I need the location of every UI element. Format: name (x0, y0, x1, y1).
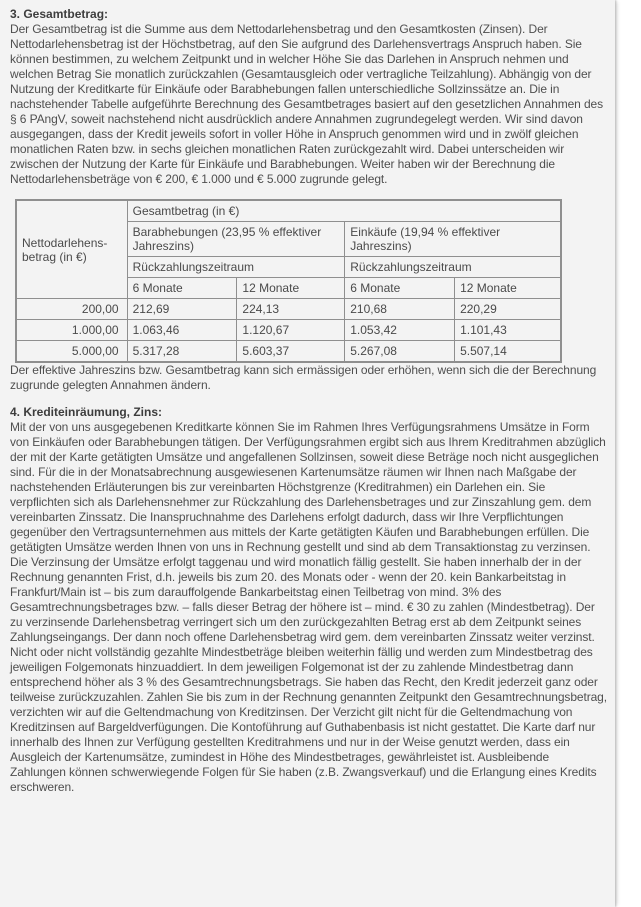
value-cell: 212,69 (127, 299, 237, 320)
cash-12-months-header: 12 Monate (237, 278, 345, 299)
value-cell: 210,68 (345, 299, 455, 320)
section-krediteinraeumung (10, 406, 608, 795)
value-cell: 1.063,46 (127, 320, 237, 341)
value-cell: 5.267,08 (345, 341, 455, 363)
total-header-cell: Gesamtbetrag (in €) (127, 200, 561, 222)
value-cell: 1.101,43 (455, 320, 561, 341)
value-cell: 1.053,42 (345, 320, 455, 341)
document-content (10, 8, 608, 795)
cash-withdrawal-header: Barabhebungen (23,95 % effektiver Jahreszins) (127, 222, 345, 257)
purchase-period-header: Rückzahlungszeitraum (345, 257, 561, 278)
table-row (16, 320, 561, 341)
section-4-text: Mit der von uns ausgegebenen Kreditkarte können Sie im Rahmen Ihres Verfügungsrahmens Umsätze in Form von Einkäufen oder Barabhebungen tätigen. Der Verfügungsrahmen ergibt sich aus Ihrem Kreditrahmen abzüglich der mit der Karte getätigten Umsätze und angefallenen Sollzinsen, soweit diese Beträge noch nicht ausgeglichen sind. Für die in der Monatsabrechnung ausgewiesenen Kartenumsätze räumen wir Ihnen nach Maßgabe der nachstehenden Erläuterungen bis zur vereinbarten Höchstgrenze (Kreditrahmen) ein Darlehen ein. Sie verpflichten sich als Darlehensnehmer zur Rückzahlung des Darlehensbetrages und zur Zinszahlung gem. dem vereinbarten Zinssatz. Die Inanspruchnahme des Darlehens erfolgt dadurch, dass wir Ihre Verpflichtungen gegenüber den Vertragsunternehmen aus mittels der Karte getätigten Käufen und Barabhebungen erfüllen. Die getätigten Umsätze werden Ihnen von uns in Rechnung gestellt und sind ab dem Transaktionstag zu verzinsen. Die Verzinsung der Umsätze erfolgt taggenau und wird monatlich fällig gestellt. Sie haben innerhalb der in der Rechnung genannten Frist, d.h. jeweils bis zum 20. des Monats oder - wenn der 20. kein Bankarbeitstag in Frankfurt/Main ist – bis zum darauffolgende Bankarbeitstag einen Teilbetrag von mind. 3% des Gesamtrechnungsbetrages bzw. – falls dieser Betrag der höhere ist – mind. € 30 zu zahlen (Mindestbetrag). Der zu verzinsende Darlehensbetrag verringert sich um den zurückgezahlten Betrag erst ab dem Zeitpunkt seines Zahlungseingangs. Der dann noch offene Darlehensbetrag wird gem. dem vereinbarten Zinssatz weiter verzinst. Nicht oder nicht vollständig gezahlte Mindestbeträge bleiben weiterhin fällig und werden zum Mindestbetrag des jeweiligen Folgemonats hinzuaddiert. In dem jeweiligen Folgemonat ist der zu zahlende Mindestbetrag dann entsprechend höher als 3 % des Gesamtrechnungsbetrags. Sie haben das Recht, den Kredit jederzeit ganz oder teilweise zurückzuzahlen. Zahlen Sie bis zum in der Rechnung genannten Zeitpunkt den Gesamtrechnungsbetrag, verzichten wir auf die Geltendmachung von Kreditzinsen. Der Verzicht gilt nicht für die Geltendmachung von Kreditzinsen auf Bargeldverfügungen. Die Kontoführung auf Guthabenbasis ist nicht gestattet. Die Karte darf nur innerhalb des Ihnen zur Verfügung gestellten Kreditrahmens und nur in der Weise genutzt werden, dass ein Ausgleich der Kartenumsätze, zumindest in Höhe des Mindestbetrages, gewährleistet ist. Ausbleibende Zahlungen können schwerwiegende Folgen für Sie haben (z.B. Zwangsverkauf) und die Erlangung eines Kredits erschweren. (10, 420, 607, 794)
amount-cell: 5.000,00 (16, 341, 127, 363)
amount-cell: 200,00 (16, 299, 127, 320)
cash-period-header: Rückzahlungszeitraum (127, 257, 345, 278)
value-cell: 1.120,67 (237, 320, 345, 341)
row-header-cell: Nettodarlehens-betrag (in €) (16, 200, 127, 299)
value-cell: 5.603,37 (237, 341, 345, 363)
section-gesamtbetrag (10, 8, 608, 187)
purchases-header: Einkäufe (19,94 % effektiver Jahreszins) (345, 222, 561, 257)
value-cell: 5.507,14 (455, 341, 561, 363)
purchase-6-months-header: 6 Monate (345, 278, 455, 299)
cash-6-months-header: 6 Monate (127, 278, 237, 299)
purchase-12-months-header: 12 Monate (455, 278, 561, 299)
section-3-text: Der Gesamtbetrag ist die Summe aus dem Nettodarlehensbetrag und den Gesamtkosten (Zinsen). Der Nettodarlehensbetrag ist der Höchstbetrag, auf den Sie aufgrund des Darlehensvertrags Anspruch haben. Sie können bestimmen, zu welchem Zeitpunkt und in welcher Höhe Sie das Darlehen in Anspruch nehmen und welchen Betrag Sie monatlich zurückzahlen (Gesamtausgleich oder vertragliche Teilzahlung). Abhängig von der Nutzung der Kreditkarte für Einkäufe oder Barabhebungen fallen unterschiedliche Sollzinssätze an. Die in nachstehender Tabelle aufgeführte Berechnung des Gesamtbetrages basiert auf den gesetzlichen Annahmen des § 6 PAngV, soweit nachstehend nicht ausdrücklich andere Annahmen zugrundegelegt werden. Wir sind davon ausgegangen, dass der Kredit jeweils sofort in voller Höhe in Anspruch genommen wird und in zwölf gleichen monatlichen Raten bzw. in sechs gleichen monatlichen Raten zurückgezahlt wird. Dabei unterscheiden wir zwischen der Nutzung der Karte für Einkäufe und Barabhebungen. Weiter haben wir der Berechnung die Nettodarlehensbeträge von € 200, € 1.000 und € 5.000 zugrunde gelegt. (10, 22, 604, 186)
section-3-title: 3. Gesamtbetrag: (10, 7, 109, 21)
amount-cell: 1.000,00 (16, 320, 127, 341)
value-cell: 224,13 (237, 299, 345, 320)
table-row (16, 341, 561, 363)
total-amount-table (15, 199, 562, 363)
table-header-row (16, 200, 561, 222)
value-cell: 5.317,28 (127, 341, 237, 363)
value-cell: 220,29 (455, 299, 561, 320)
assumption-note: Der effektive Jahreszins bzw. Gesamtbetrag kann sich ermässigen oder erhöhen, wenn sich die der Berechnung zugrunde gelegten Annahmen ändern. (10, 363, 597, 392)
table-row (16, 299, 561, 320)
section-4-title: 4. Krediteinräumung, Zins: (10, 405, 163, 419)
